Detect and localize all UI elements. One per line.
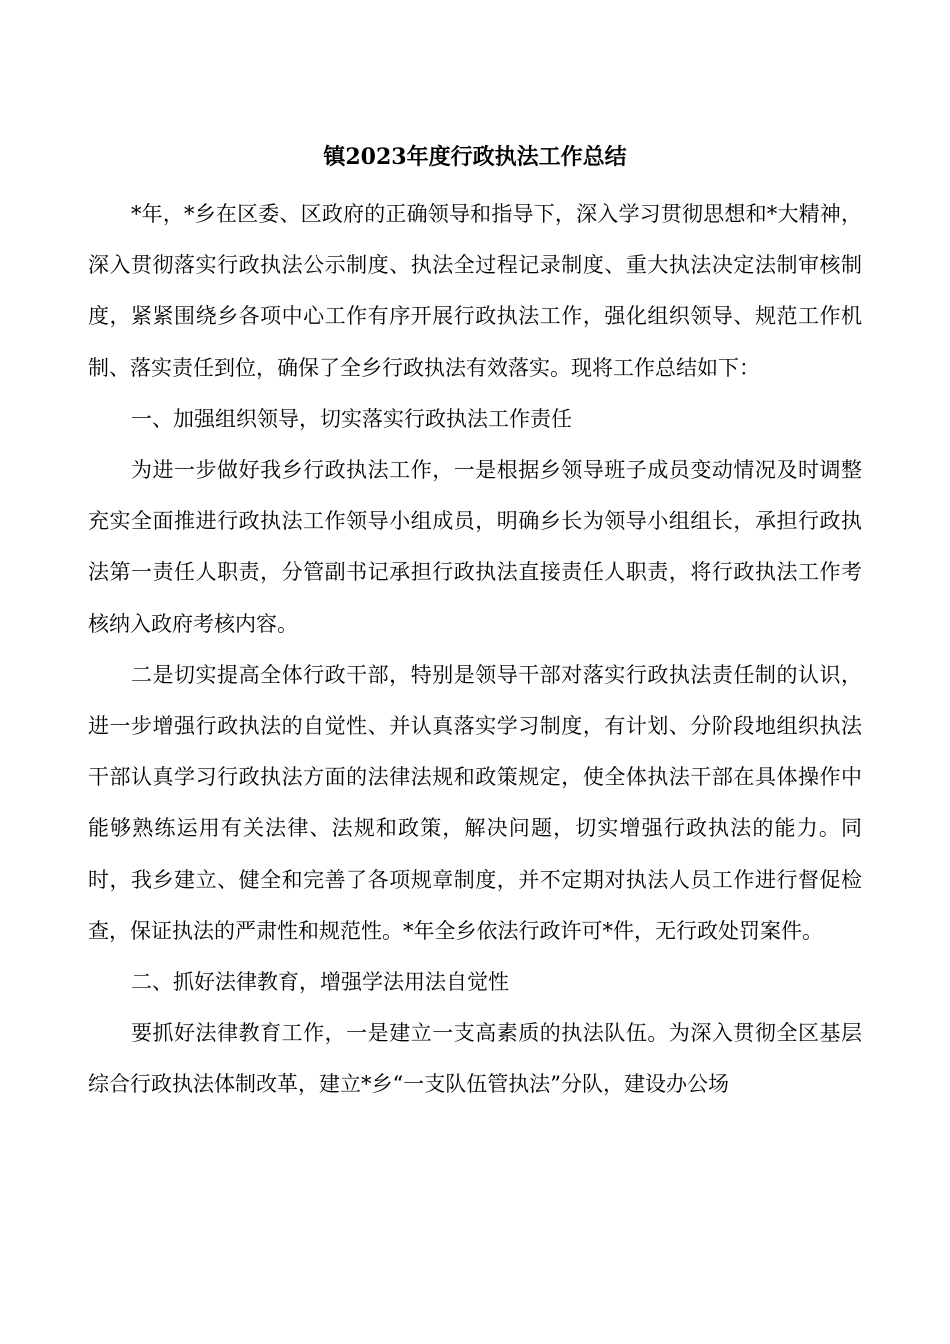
section-1-paragraph-1: 为进一步做好我乡行政执法工作，一是根据乡领导班子成员变动情况及时调整充实全面推进行政执法工作领导小组成员，明确乡长为领导小组组长，承担行政执法第一责任人职责，分管副书记承担行政执法直接责任人职责，将行政执法工作考核纳入政府考核内容。	[88, 458, 862, 636]
document-body	[88, 189, 862, 1111]
intro-paragraph: *年，*乡在区委、区政府的正确领导和指导下，深入学习贯彻思想和*大精神，深入贯彻落实行政执法公示制度、执法全过程记录制度、重大执法决定法制审核制度，紧紧围绕乡各项中心工作有序开展行政执法工作，强化组织领导、规范工作机制、落实责任到位，确保了全乡行政执法有效落实。现将工作总结如下：	[88, 202, 862, 380]
document-title: 镇2023年度行政执法工作总结	[323, 144, 627, 170]
section-2-heading: 二、抓好法律教育，增强学法用法自觉性	[131, 970, 509, 995]
section-1-heading: 一、加强组织领导，切实落实行政执法工作责任	[131, 406, 572, 431]
section-1-paragraph-2: 二是切实提高全体行政干部，特别是领导干部对落实行政执法责任制的认识，进一步增强行政执法的自觉性、并认真落实学习制度，有计划、分阶段地组织执法干部认真学习行政执法方面的法律法规和政策规定，使全体执法干部在具体操作中能够熟练运用有关法律、法规和政策，解决问题，切实增强行政执法的能力。同时，我乡建立、健全和完善了各项规章制度，并不定期对执法人员工作进行督促检查，保证执法的严肃性和规范性。*年全乡依法行政许可*件，无行政处罚案件。	[88, 662, 862, 943]
section-2-paragraph-1: 要抓好法律教育工作，一是建立一支高素质的执法队伍。为深入贯彻全区基层综合行政执法体制改革，建立*乡“一支队伍管执法”分队，建设办公场	[88, 1021, 862, 1097]
